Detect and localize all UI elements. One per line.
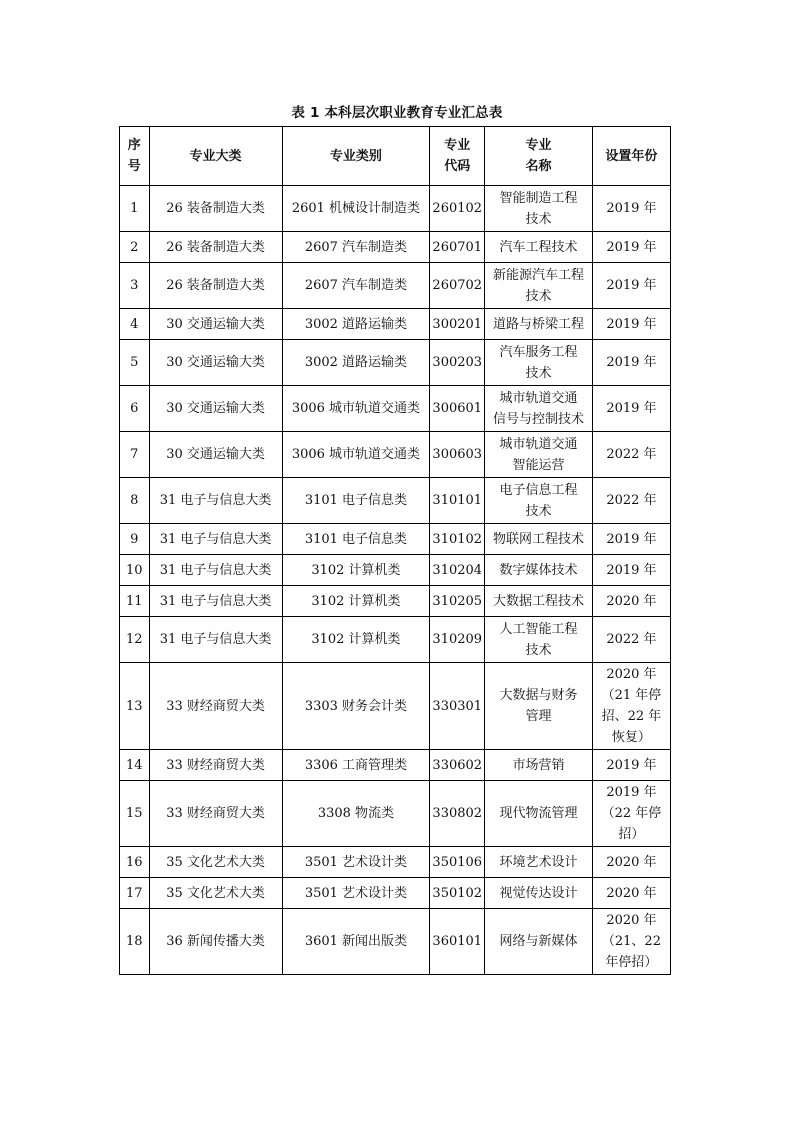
cell-name: 现代物流管理 [485,781,593,847]
cell-year: 2022 年 [592,432,670,478]
table-row [120,478,671,524]
cell-category: 31 电子与信息大类 [149,524,282,555]
cell-name: 数字媒体技术 [485,555,593,586]
table-row [120,586,671,617]
table-row [120,663,671,750]
cell-no: 5 [120,340,150,386]
cell-name: 大数据工程技术 [485,586,593,617]
cell-category: 26 装备制造大类 [149,186,282,232]
table-row [120,432,671,478]
cell-category: 35 文化艺术大类 [149,878,282,909]
cell-name: 物联网工程技术 [485,524,593,555]
cell-subcategory: 3002 道路运输类 [282,340,430,386]
cell-year: 2019 年 [592,232,670,263]
cell-category: 35 文化艺术大类 [149,847,282,878]
cell-no: 17 [120,878,150,909]
cell-name: 汽车工程技术 [485,232,593,263]
cell-subcategory: 3303 财务会计类 [282,663,430,750]
cell-subcategory: 3102 计算机类 [282,586,430,617]
table-row [120,750,671,781]
cell-no: 9 [120,524,150,555]
cell-subcategory: 3306 工商管理类 [282,750,430,781]
cell-code: 310209 [430,617,485,663]
cell-subcategory: 2607 汽车制造类 [282,263,430,309]
header-code: 专业 代码 [430,127,485,186]
table-row [120,309,671,340]
cell-code: 330301 [430,663,485,750]
cell-name: 城市轨道交通 智能运营 [485,432,593,478]
cell-no: 1 [120,186,150,232]
cell-name: 城市轨道交通 信号与控制技术 [485,386,593,432]
header-row [120,127,671,186]
cell-subcategory: 2601 机械设计制造类 [282,186,430,232]
cell-no: 12 [120,617,150,663]
cell-no: 4 [120,309,150,340]
cell-code: 300203 [430,340,485,386]
cell-year: 2019 年 [592,340,670,386]
table-row [120,909,671,975]
cell-category: 30 交通运输大类 [149,309,282,340]
cell-code: 260102 [430,186,485,232]
cell-category: 30 交通运输大类 [149,386,282,432]
cell-year: 2019 年 [592,524,670,555]
cell-category: 36 新闻传播大类 [149,909,282,975]
cell-name: 网络与新媒体 [485,909,593,975]
cell-no: 8 [120,478,150,524]
header-category: 专业大类 [149,127,282,186]
cell-category: 26 装备制造大类 [149,263,282,309]
cell-year: 2020 年 [592,878,670,909]
cell-name: 新能源汽车工程 技术 [485,263,593,309]
header-year: 设置年份 [592,127,670,186]
cell-name: 人工智能工程 技术 [485,617,593,663]
cell-category: 33 财经商贸大类 [149,750,282,781]
cell-year: 2020 年 （21 年停 招、22 年 恢复） [592,663,670,750]
cell-no: 3 [120,263,150,309]
cell-name: 道路与桥梁工程 [485,309,593,340]
table-row [120,878,671,909]
cell-category: 30 交通运输大类 [149,432,282,478]
cell-year: 2019 年 [592,386,670,432]
table-caption: 表 1 本科层次职业教育专业汇总表 [291,105,503,121]
cell-subcategory: 3501 艺术设计类 [282,878,430,909]
cell-category: 31 电子与信息大类 [149,555,282,586]
cell-no: 16 [120,847,150,878]
cell-subcategory: 3101 电子信息类 [282,478,430,524]
cell-code: 260701 [430,232,485,263]
cell-code: 310204 [430,555,485,586]
cell-subcategory: 3006 城市轨道交通类 [282,432,430,478]
cell-no: 2 [120,232,150,263]
cell-code: 310101 [430,478,485,524]
cell-name: 电子信息工程 技术 [485,478,593,524]
table-row [120,186,671,232]
cell-category: 30 交通运输大类 [149,340,282,386]
cell-code: 260702 [430,263,485,309]
cell-no: 14 [120,750,150,781]
cell-code: 300603 [430,432,485,478]
cell-year: 2022 年 [592,617,670,663]
cell-category: 33 财经商贸大类 [149,663,282,750]
majors-table [119,126,671,975]
cell-subcategory: 2607 汽车制造类 [282,232,430,263]
cell-code: 300601 [430,386,485,432]
cell-code: 360101 [430,909,485,975]
cell-year: 2019 年 [592,750,670,781]
cell-no: 13 [120,663,150,750]
cell-no: 10 [120,555,150,586]
cell-name: 视觉传达设计 [485,878,593,909]
cell-year: 2019 年 [592,555,670,586]
cell-subcategory: 3308 物流类 [282,781,430,847]
cell-year: 2019 年 （22 年停 招） [592,781,670,847]
cell-year: 2019 年 [592,263,670,309]
table-row [120,781,671,847]
cell-subcategory: 3101 电子信息类 [282,524,430,555]
cell-name: 市场营销 [485,750,593,781]
cell-no: 15 [120,781,150,847]
cell-name: 汽车服务工程 技术 [485,340,593,386]
cell-category: 33 财经商贸大类 [149,781,282,847]
table-row [120,847,671,878]
cell-year: 2020 年 [592,586,670,617]
cell-year: 2019 年 [592,309,670,340]
cell-subcategory: 3006 城市轨道交通类 [282,386,430,432]
cell-code: 310102 [430,524,485,555]
table-row [120,386,671,432]
cell-code: 330802 [430,781,485,847]
header-subcategory: 专业类别 [282,127,430,186]
cell-no: 6 [120,386,150,432]
cell-subcategory: 3102 计算机类 [282,617,430,663]
cell-code: 300201 [430,309,485,340]
cell-name: 环境艺术设计 [485,847,593,878]
cell-no: 7 [120,432,150,478]
table-body [120,186,671,975]
cell-subcategory: 3102 计算机类 [282,555,430,586]
table-row [120,340,671,386]
cell-subcategory: 3601 新闻出版类 [282,909,430,975]
table-row [120,232,671,263]
cell-category: 31 电子与信息大类 [149,586,282,617]
cell-subcategory: 3002 道路运输类 [282,309,430,340]
cell-code: 350102 [430,878,485,909]
cell-category: 31 电子与信息大类 [149,478,282,524]
cell-year: 2022 年 [592,478,670,524]
header-no: 序 号 [120,127,150,186]
cell-subcategory: 3501 艺术设计类 [282,847,430,878]
cell-year: 2020 年 （21、22 年停招） [592,909,670,975]
cell-category: 26 装备制造大类 [149,232,282,263]
cell-category: 31 电子与信息大类 [149,617,282,663]
cell-code: 350106 [430,847,485,878]
cell-no: 11 [120,586,150,617]
table-row [120,524,671,555]
cell-year: 2020 年 [592,847,670,878]
cell-code: 310205 [430,586,485,617]
cell-no: 18 [120,909,150,975]
table-row [120,617,671,663]
cell-year: 2019 年 [592,186,670,232]
table-row [120,263,671,309]
cell-code: 330602 [430,750,485,781]
table-row [120,555,671,586]
cell-name: 大数据与财务 管理 [485,663,593,750]
cell-name: 智能制造工程 技术 [485,186,593,232]
header-name: 专业 名称 [485,127,593,186]
